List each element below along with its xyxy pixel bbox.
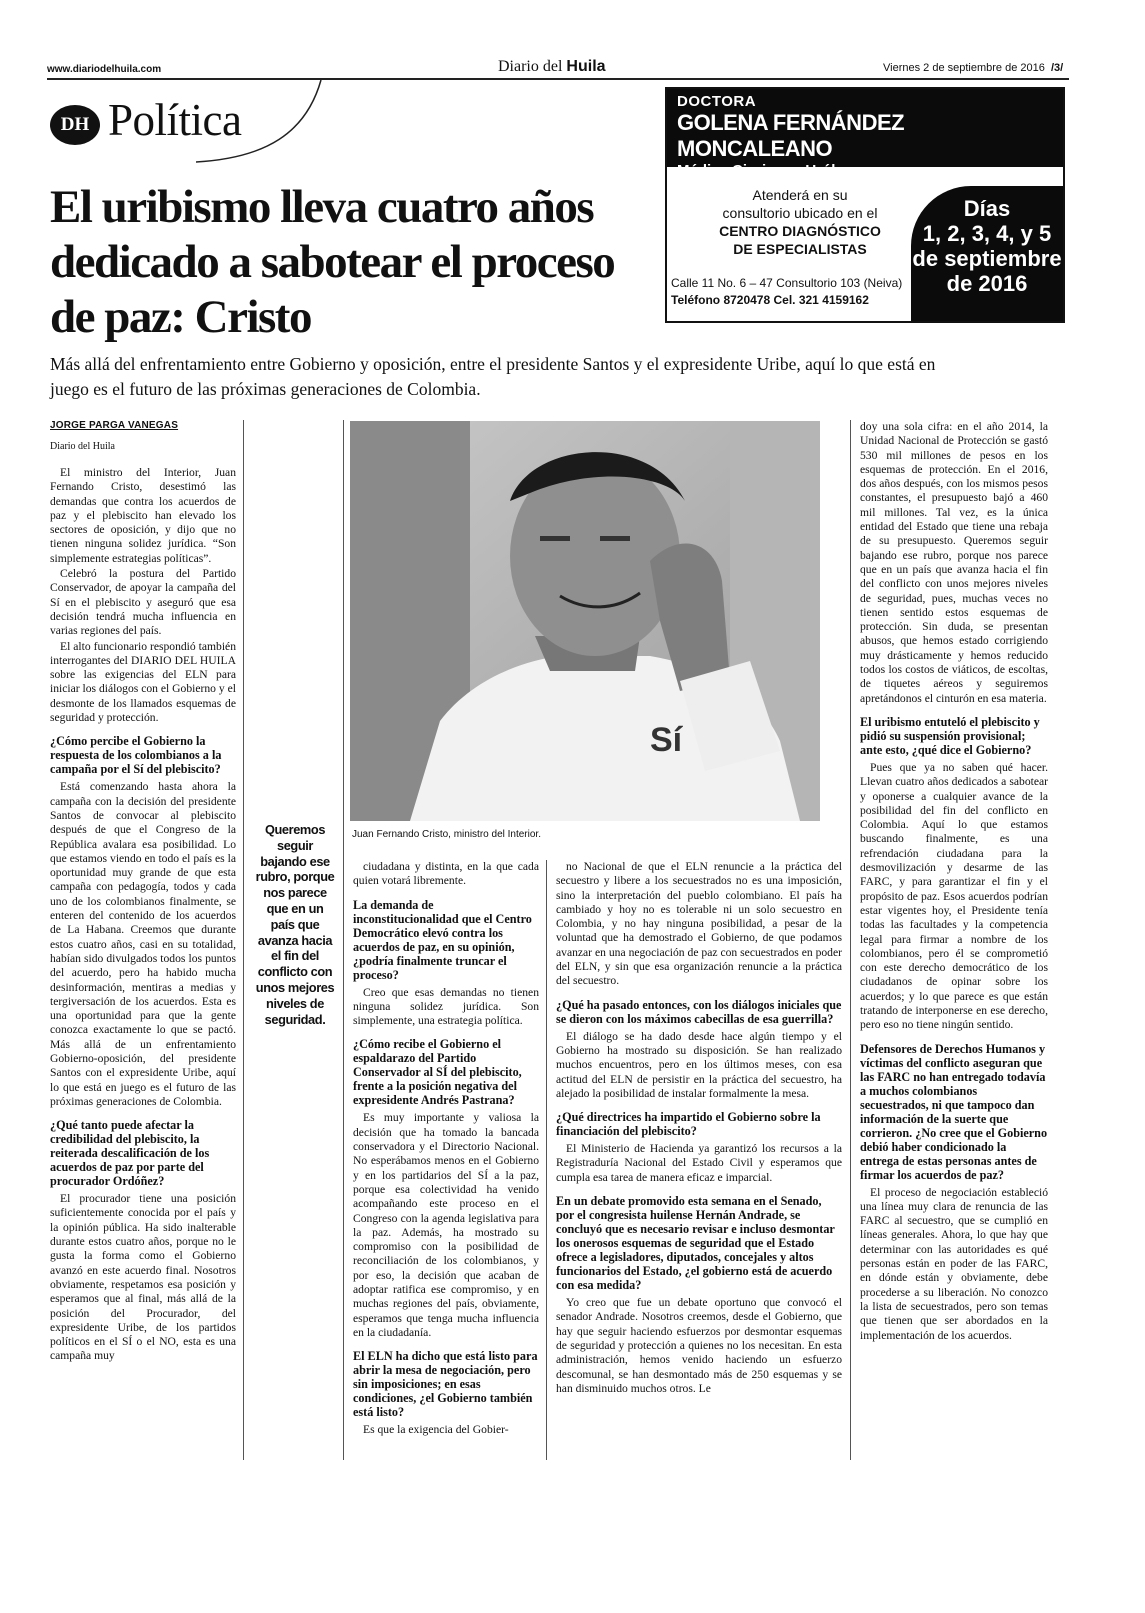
ad-days-year: de 2016 [946,271,1028,296]
ad-contact [671,275,916,309]
interview-question: ¿Qué ha pasado entonces, con los diálogos iniciales que se dieron con los máximos cabecillas de esa guerrilla? [556,997,842,1026]
section-decorative-curve [196,78,366,168]
ad-title: DOCTORA [677,93,757,110]
ad-address: Calle 11 No. 6 – 47 Consultorio 103 (Neiva) [671,276,903,290]
article-column-2 [353,860,539,1439]
ad-days-label: Días [963,196,1011,221]
newspaper-name [498,58,606,76]
body-paragraph: El proceso de negociación estableció una línea muy clara de renuncia de las FARC al secuestro, que se cumplió en líneas generales. Ahora, lo que hay que determinar con las autoridades es qué personas están en poder de las FARC, en dónde están y obviamente, debe procederse a su liberación. No conozco la lista de secuestrados, pero son temas que tienen que ser abordados en la implementación de los acuerdos. [860,1185,1048,1342]
issue-date-text: Viernes 2 de septiembre de 2016 [883,62,1045,74]
body-paragraph: no Nacional de que el ELN renuncie a la práctica del secuestro y libere a los secuestrados no es una imposición, sino la interpretación del pueblo colombiano. El país ha cambiado y hoy no es tolerable ni un solo secuestro en Colombia, y no hay ninguna posibilidad, a pesar de la voluntad que ha demostrado el Gobierno, de que podamos avanzar en una negociación de paz con secuestrados en poder del ELN, y sin que esa organización renuncie a la práctica del secuestro. [556,860,842,988]
interview-question: Defensores de Derechos Humanos y víctimas del conflicto aseguran que las FARC no han entregado todavía a muchos colombianos secuestrados, ni que tampoco dan información de la suerte que corrieron. ¿No cree que el Gobierno debió haber condicionado la entrega de estas personas antes de firmar los acuerdos de paz? [860,1041,1048,1182]
ad-body-line-3: CENTRO DIAGNÓSTICO [719,223,881,239]
interview-question: La demanda de inconstitucionalidad que el Centro Democrático elevó contra los acuerdos de paz, en su opinión, ¿podría finalmente truncar el proceso? [353,897,532,982]
interview-question: El ELN ha dicho que está listo para abrir la mesa de negociación, pero sin imposiciones; en esas condiciones, ¿el Gobierno también está listo? [353,1349,538,1420]
column-divider-4 [850,420,851,1460]
interview-question: ¿Qué tanto puede afectar la credibilidad del plebiscito, la reiterada descalificación de los acuerdos de paz por parte del procurador Ordóñez? [50,1118,210,1189]
body-paragraph: Creo que esas demandas no tienen ninguna solidez jurídica. Son simplemente, una estrategia política. [353,985,539,1028]
ad-days-list: 1, 2, 3, 4, y 5 [922,221,1052,246]
portrait-illustration [350,421,820,821]
body-paragraph: Celebró la postura del Partido Conservador, de apoyar la campaña del Sí en el plebiscito y aseguró que esa decisión tendrá mucha influencia en varias regiones del país. [50,567,236,638]
column-divider-1 [243,420,244,1460]
body-paragraph: El procurador tiene una posición suficientemente conocida por el país y la opinión pública. Ha sido inalterable durante estos cuatro años, porque no le gusta la forma como el Gobierno avanzó en este acuerdo final. Nosotros obviamente, respetamos esa posición y esperamos que al final, más allá de la posición del Procurador, del expresidente Uribe, de los partidos políticos en el SÍ o el NO, esta es una campaña muy [50,1192,236,1363]
body-paragraph: Yo creo que fue un debate oportuno que convocó el senador Andrade. Nosotros creemos, desde el Gobierno, que hay que seguir haciendo esfuerzos por desmontar esquemas de seguridad y protección a quienes no los necesitan. En esta administración, hemos venido haciendo un esfuerzo descomunal, se han desmontado más de 250 esquemas y se han disminuido muchos otros. Le [556,1296,842,1395]
article-photo [350,421,820,821]
byline: JORGE PARGA VANEGAS [50,420,179,431]
ad-days-box [911,186,1063,321]
body-paragraph: El ministro del Interior, Juan Fernando Cristo, desestimó las demandas que contra los acuerdos de paz y el plebiscito han elevado los sectores de oposición, y dijo que no tienen ninguna solidez jurídica. “Son simplemente estrategias políticas”. [50,466,236,565]
svg-text:Sí: Sí [650,721,683,759]
newspaper-name-1: Diario del [498,58,567,75]
ad-phone: Teléfono 8720478 Cel. 321 4159162 [671,293,869,307]
ad-specialty: Médica Cirujana - Uróloga [677,162,863,179]
ad-header-band [667,89,1063,179]
ad-body [685,186,915,258]
section-title: Política [108,95,242,145]
ad-doctor-name: GOLENA FERNÁNDEZ MONCALEANO [677,110,905,161]
column-1-body [50,466,236,1364]
page-number: /3/ [1050,62,1064,74]
column-divider-2 [343,420,344,1460]
body-paragraph: El Ministerio de Hacienda ya garantizó los recursos a la Registraduría Nacional del Estado Civil y esperamos que cumpla esa tarea de manera eficaz e imparcial. [556,1142,842,1184]
ad-body-line-1: Atenderá en su [752,187,848,203]
ad-days-month: de septiembre [912,246,1062,271]
body-paragraph: El alto funcionario respondió también interrogantes del DIARIO DEL HUILA sobre las exigencias del ELN para iniciar los diálogos con el Gobierno y el desmonte de los llamados esquemas de seguridad y protección. [50,639,236,725]
interview-question: El uribismo entuteló el plebiscito y pidió su suspensión provisional; ante esto, ¿qué dice el Gobierno? [860,714,1040,757]
article-subhead: Más allá del enfrentamiento entre Gobierno y oposición, entre el presidente Santos y el expresidente Uribe, aquí lo que está en juego es el futuro de las próximas generaciones de Colombia. [50,354,936,399]
body-paragraph: Pues que ya no saben qué hacer. Llevan cuatro años dedicados a sabotear y oponerse a cualquier avance de la posibilidad del fin del conflicto en Colombia. Aquí lo que estamos buscando finalmente, es una refrendación ciudadana para la desmovilización y desarme de las FARC, y para garantizar el fin y el propósito de paz. Esos acuerdos podrían estar vigentes hoy, el Presidente tenía todas las facultades y la competencia legal para firmar a nombre de los colombianos, pero él se comprometió con este derecho democrático de los ciudadanos de opinar sobre los acuerdos; y lo que parece es que están tratando de interponerse en ese derecho, pero eso no tiene ningún sentido. [860,760,1048,1032]
photo-caption: Juan Fernando Cristo, ministro del Interior. [352,829,541,840]
interview-question: ¿Cómo percibe el Gobierno la respuesta de los colombianos a la campaña por el Sí del plebiscito? [50,734,222,777]
pull-quote: Queremos seguir bajando ese rubro, porque nos parece que en un país que avanza hacia el fin del conflicto con unos mejores niveles de seguridad. [255,822,335,1027]
dh-logo: DH [50,105,100,145]
body-paragraph: Es muy importante y valiosa la decisión que ha tomado la bancada conservadora y el Directorio Nacional. No esperábamos menos en el Gobierno y en los partidarios del SÍ a la paz, porque esa colectividad ha venido acompañando este proceso en el Congreso con la agenda legislativa para la paz. Además, ha mostrado su compromiso con la posibilidad de reconciliación de los colombianos, y por eso, la decisión que acaban de adoptar ratifica ese compromiso, y en muchas regiones del país, obviamente, esperamos que tenga mucha influencia en la ciudadanía. [353,1111,539,1339]
article-headline: El uribismo lleva cuatro años dedicado a sabotear el proceso de paz: Cristo [50,181,615,343]
source-credit: Diario del Huila [50,441,115,452]
article-column-4 [860,420,1048,1344]
doctor-advertisement [665,87,1065,323]
body-paragraph: El diálogo se ha dado desde hace algún tiempo y el Gobierno ha mostrado su disposición. Se han realizado muchos encuentros, pero en los últimos meses, con esa actitud del ELN de persistir en la práctica del secuestro, ha alejado la posibilidad de instalar formalmente la mesa. [556,1029,842,1100]
body-paragraph: Está comenzando hasta ahora la campaña con la decisión del presidente Santos de convocar al plebiscito después de que el Congreso de la República avalara esa posibilidad. Lo que estamos viendo en todo el país es la oportunidad muy grande de que esta campaña con pedagogía, todos y cada uno de los colombianos finalmente, se enteren del contenido de los acuerdos de La Habana. Creemos que durante estos cuatro años, casi en su totalidad, habían sido divulgados todos los puntos del acuerdo, pero ha habido mucha desinformación, mentiras a medias y tergiversación de los acuerdos. Esta es una oportunidad para que la gente conozca exactamente lo que se pactó. Más allá de un enfrentamiento Gobierno-oposición, del presidente Santos con el expresidente Uribe, aquí lo que está en juego es el futuro de las próximas generaciones de Colombia. [50,780,236,1108]
column-divider-3 [546,860,547,1460]
website-url[interactable]: www.diariodelhuila.com [47,64,162,75]
interview-question: ¿Qué directrices ha impartido el Gobierno sobre la financiación del plebiscito? [556,1110,821,1139]
ad-body-line-4: DE ESPECIALISTAS [733,241,867,257]
interview-question: En un debate promovido esta semana en el Senado, por el congresista huilense Hernán Andrade, se concluyó que es necesario revisar e incluso desmontar los onerosos esquemas de seguridad que el Estado ofrece a legisladores, diputados, concejales y altos funcionarios del Estado, ¿el gobierno está de acuerdo con esa medida? [556,1194,835,1293]
issue-date [883,62,1063,74]
ad-body-line-2: consultorio ubicado en el [722,205,878,221]
body-paragraph: doy una sola cifra: en el año 2014, la Unidad Nacional de Protección se gastó 530 mil millones de pesos en los esquemas de protección. En el 2016, dos años después, con los mismos pesos constantes, el presupuesto bajó a 460 mil millones. Tal vez, es la única entidad del Estado que tiene una rebaja de su presupuesto. Queremos seguir bajando ese rubro, porque nos parece que en un país que avanza hacia el fin del conflicto con unos mejores niveles de seguridad, pues, muchas veces no tienen sentido estos esquemas de protección. Sin duda, se presentan abusos, que hemos estado corrigiendo muy drásticamente y hemos reducido todos los costos de viáticos, de escoltas, de tiquetes aéreos y seguiremos apretándonos el cinturón en esa materia. [860,420,1048,705]
article-column-1 [50,420,236,1365]
newspaper-name-2: Huila [566,58,606,75]
body-paragraph: Es que la exigencia del Gobier- [363,1423,509,1437]
article-column-3 [556,860,842,1397]
interview-question: ¿Cómo recibe el Gobierno el espaldarazo del Partido Conservador al SÍ del plebiscito, frente a la posición negativa del expresidente Andrés Pastrana? [353,1037,522,1108]
body-paragraph: ciudadana y distinta, en la que cada quien votará libremente. [353,860,539,888]
